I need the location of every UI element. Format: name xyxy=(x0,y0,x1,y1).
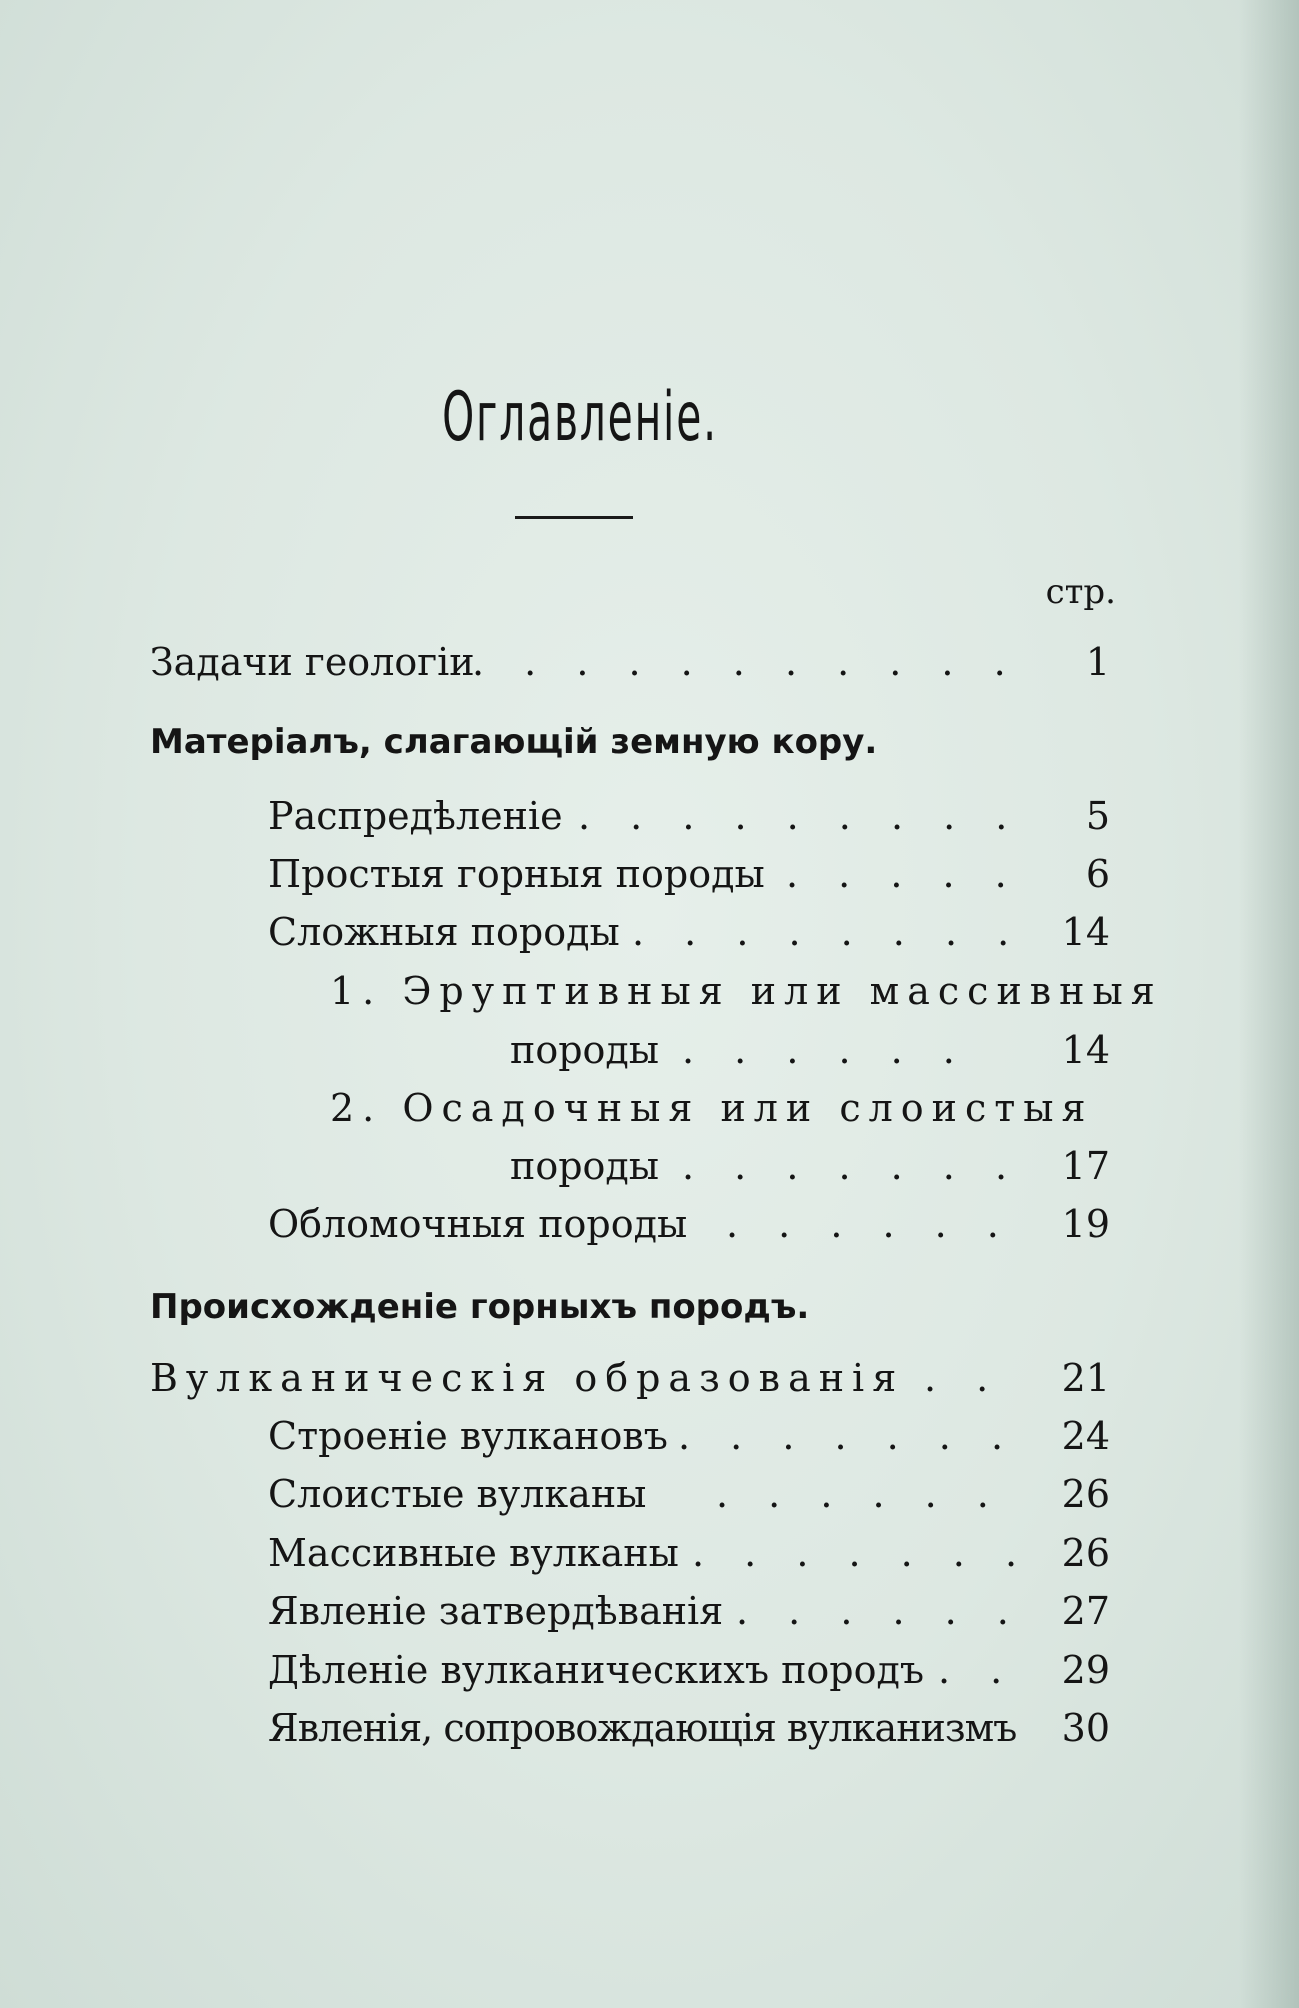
toc-leader-dots: . . . . . . xyxy=(716,1472,1003,1516)
toc-entry-label: Массивные вулканы xyxy=(268,1531,679,1575)
toc-entry-label: породы xyxy=(510,1028,660,1072)
toc-leader-dots: . . . . . . . xyxy=(682,1144,1022,1188)
toc-page-number: 30 xyxy=(1061,1706,1110,1750)
toc-leader-dots: . . . . . . xyxy=(736,1589,1023,1633)
toc-page-number: 26 xyxy=(1061,1531,1110,1575)
toc-entry xyxy=(268,790,1110,842)
toc-entry-label: Вулканическія образованія xyxy=(150,1356,905,1400)
toc-entry xyxy=(330,1082,1110,1134)
page-title: Оглавленіе. xyxy=(442,378,718,457)
toc-entry xyxy=(268,1410,1110,1462)
toc-entry-label: Слоистые вулканы xyxy=(268,1472,647,1516)
toc-page-number: 6 xyxy=(1085,852,1110,896)
toc-entry xyxy=(330,965,1163,1017)
toc-leader-dots: . . . . . . . xyxy=(692,1531,1032,1575)
toc-entry xyxy=(268,1527,1110,1579)
toc-section-heading: Происхожденіе горныхъ породъ. xyxy=(150,1287,810,1327)
toc-entry xyxy=(268,1585,1110,1637)
toc-entry-label: Явленіе затвердѣванія xyxy=(268,1589,724,1633)
toc-leader-dots: . . . . . xyxy=(786,852,1021,896)
toc-page-number: 5 xyxy=(1085,794,1110,838)
toc-entry-label: Явленія, сопровождающія вулканизмъ xyxy=(268,1706,1017,1750)
toc-leader-dots: . . xyxy=(924,1356,1003,1400)
toc-entry xyxy=(150,1352,1110,1404)
toc-entry-label: породы xyxy=(510,1144,660,1188)
toc-entry xyxy=(150,636,1110,688)
toc-entry xyxy=(510,1140,1110,1192)
toc-page-number: 27 xyxy=(1061,1589,1110,1633)
toc-page-number: 24 xyxy=(1061,1414,1110,1458)
toc-entry-label: Строеніе вулкановъ xyxy=(268,1414,668,1458)
toc-page-number: 17 xyxy=(1061,1144,1110,1188)
toc-entry-label: Дѣленіе вулканическихъ породъ xyxy=(268,1648,925,1692)
toc-entry xyxy=(268,1702,1110,1754)
toc-leader-dots: . . . . . . . . xyxy=(632,910,1024,954)
toc-leader-dots: . . . . . . . xyxy=(678,1414,1018,1458)
toc-leader-dots: . . xyxy=(938,1648,1017,1692)
toc-entry-label: 2. Осадочныя или слоистыя xyxy=(330,1086,1094,1130)
title-divider xyxy=(515,516,633,519)
toc-entry xyxy=(268,1644,1110,1696)
toc-entry-label: Сложныя породы xyxy=(268,910,620,954)
toc-entry-label: Обломочныя породы xyxy=(268,1202,688,1246)
toc-leader-dots: . . . . . . . . . xyxy=(578,794,1022,838)
toc-entry-label: 1. Эруптивныя или массивныя xyxy=(330,969,1163,1013)
toc-entry-label: Распредѣленіе xyxy=(268,794,563,838)
toc-page-number: 1 xyxy=(1085,640,1110,684)
toc-entry xyxy=(268,906,1110,958)
toc-entry xyxy=(268,848,1110,900)
toc-entry-label: Простыя горныя породы xyxy=(268,852,765,896)
toc-page-number: 19 xyxy=(1061,1202,1110,1246)
toc-entry-label: Задачи геологіи xyxy=(150,640,475,684)
toc-page-number: 26 xyxy=(1061,1472,1110,1516)
toc-page-number: 21 xyxy=(1061,1356,1110,1400)
toc-page-number: 29 xyxy=(1061,1648,1110,1692)
toc-page-number: 14 xyxy=(1061,910,1110,954)
page-edge-shadow xyxy=(1239,0,1299,2008)
toc-leader-dots: . . . . . . xyxy=(726,1202,1013,1246)
toc-section-heading: Матеріалъ, слагающій земную кору. xyxy=(150,722,878,762)
toc-entry xyxy=(510,1024,1110,1076)
toc-entry xyxy=(268,1468,1110,1520)
toc-leader-dots: . . . . . . xyxy=(682,1028,969,1072)
page-column-label: стр. xyxy=(1045,572,1116,612)
toc-page-number: 14 xyxy=(1061,1028,1110,1072)
toc-entry xyxy=(268,1198,1110,1250)
toc-leader-dots: . . . . . . . . . . . xyxy=(472,640,1020,684)
